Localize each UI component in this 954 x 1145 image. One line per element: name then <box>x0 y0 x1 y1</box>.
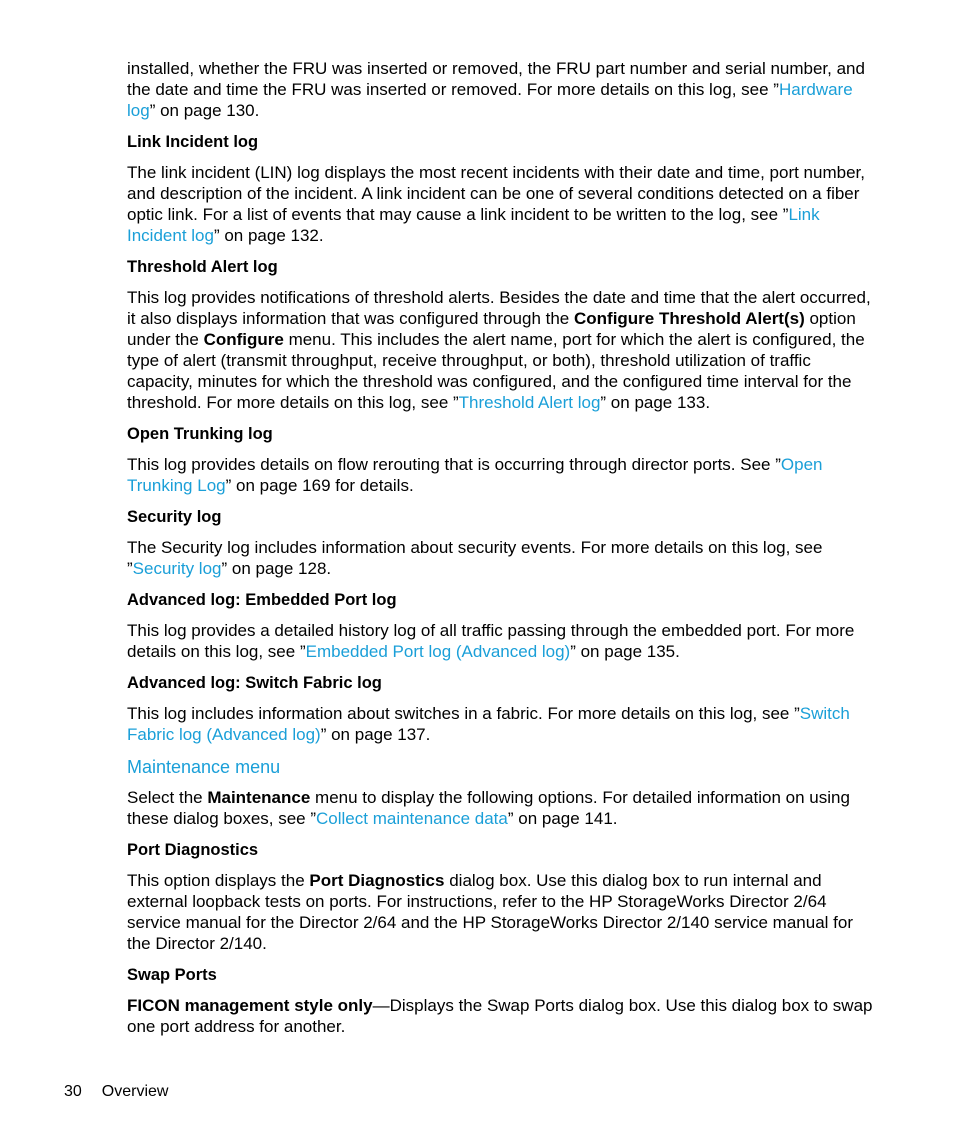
embedded-port-log-heading: Advanced log: Embedded Port log <box>127 591 397 609</box>
swap-ports-heading: Swap Ports <box>127 966 217 984</box>
text: ” on page 137. <box>320 725 431 744</box>
security-log-heading: Security log <box>127 508 222 526</box>
link-incident-log-paragraph <box>127 162 879 246</box>
text: Select the <box>127 788 208 807</box>
page-content <box>127 58 879 1048</box>
text: ” on page 128. <box>221 559 332 578</box>
ficon-style-label: FICON management style only <box>127 996 373 1015</box>
open-trunking-log-paragraph <box>127 454 879 496</box>
text: ” on page 133. <box>600 393 711 412</box>
text: installed, whether the FRU was inserted or removed, the FRU part number and serial number, and the date and time the FRU was inserted or removed. For more details on this log, see ” <box>127 59 865 99</box>
text: The link incident (LIN) log displays the most recent incidents with their date and time, port number, and description of the incident. A link incident can be one of several conditions detected on a fiber optic link. For a list of events that may cause a link incident to be written to the log, see ” <box>127 163 865 224</box>
hardware-log-link[interactable]: Hardware log <box>127 80 853 120</box>
threshold-alert-log-heading: Threshold Alert log <box>127 258 278 276</box>
text: option under the <box>127 309 856 349</box>
switch-fabric-log-paragraph <box>127 703 879 745</box>
open-trunking-log-heading: Open Trunking log <box>127 425 273 443</box>
text: ” on page 169 for details. <box>225 476 414 495</box>
text: This log includes information about switches in a fabric. For more details on this log, see ” <box>127 704 800 723</box>
text: dialog box. Use this dialog box to run internal and external loopback tests on ports. For instructions, refer to the HP StorageWorks Director 2/64 service manual for the Director 2/64 and the HP StorageWorks Director 2/140 service manual for the Director 2/140. <box>127 871 853 953</box>
text: menu to display the following options. For detailed information on using these dialog boxes, see ” <box>127 788 850 828</box>
text: ” on page 141. <box>507 809 618 828</box>
maintenance-menu-name: Maintenance <box>207 788 311 807</box>
swap-ports-paragraph <box>127 995 879 1037</box>
collect-maintenance-data-link[interactable]: Collect maintenance data <box>316 809 508 828</box>
embedded-port-log-link[interactable]: Embedded Port log (Advanced log) <box>305 642 571 661</box>
security-log-link[interactable]: Security log <box>132 559 222 578</box>
link-incident-log-heading: Link Incident log <box>127 133 259 151</box>
text: ” on page 130. <box>149 101 260 120</box>
threshold-alert-log-link[interactable]: Threshold Alert log <box>458 393 601 412</box>
text: ” on page 135. <box>570 642 680 661</box>
port-diagnostics-dialog-name: Port Diagnostics <box>309 871 445 890</box>
security-log-paragraph <box>127 537 879 579</box>
maintenance-menu-heading: Maintenance menu <box>127 757 281 777</box>
link-incident-log-link[interactable]: Link Incident log <box>127 205 820 245</box>
switch-fabric-log-heading: Advanced log: Switch Fabric log <box>127 674 382 692</box>
embedded-port-log-paragraph <box>127 620 879 662</box>
page-footer <box>64 1082 168 1102</box>
text: menu. This includes the alert name, port for which the alert is configured, the type of alert (transmit throughput, receive throughput, or both), threshold utilization of traffic capacity, minutes for which the threshold was configured, and the configured time interval for the threshold. For more details on this log, see ” <box>127 330 865 412</box>
text: The Security log includes information about security events. For more details on this log, see ” <box>127 538 823 578</box>
configure-menu-name: Configure <box>203 330 284 349</box>
text: This log provides notifications of threshold alerts. Besides the date and time that the alert occurred, it also displays information that was configured through the <box>127 288 871 328</box>
maintenance-menu-paragraph <box>127 787 879 829</box>
port-diagnostics-heading: Port Diagnostics <box>127 841 259 859</box>
text: This option displays the <box>127 871 310 890</box>
text: This log provides details on flow rerouting that is occurring through director ports. See ” <box>127 455 781 474</box>
threshold-alert-log-paragraph <box>127 287 879 413</box>
footer-section-name: Overview <box>101 1083 169 1100</box>
page-number: 30 <box>64 1083 82 1100</box>
open-trunking-log-link[interactable]: Open Trunking Log <box>127 455 823 495</box>
intro-paragraph <box>127 58 879 121</box>
port-diagnostics-paragraph <box>127 870 879 954</box>
text: This log provides a detailed history log of all traffic passing through the embedded port. For more details on this log, see ” <box>127 621 855 661</box>
text: ” on page 132. <box>213 226 324 245</box>
configure-threshold-alerts-option: Configure Threshold Alert(s) <box>573 309 805 328</box>
text: —Displays the Swap Ports dialog box. Use this dialog box to swap one port address for another. <box>127 996 873 1036</box>
switch-fabric-log-link[interactable]: Switch Fabric log (Advanced log) <box>127 704 850 744</box>
